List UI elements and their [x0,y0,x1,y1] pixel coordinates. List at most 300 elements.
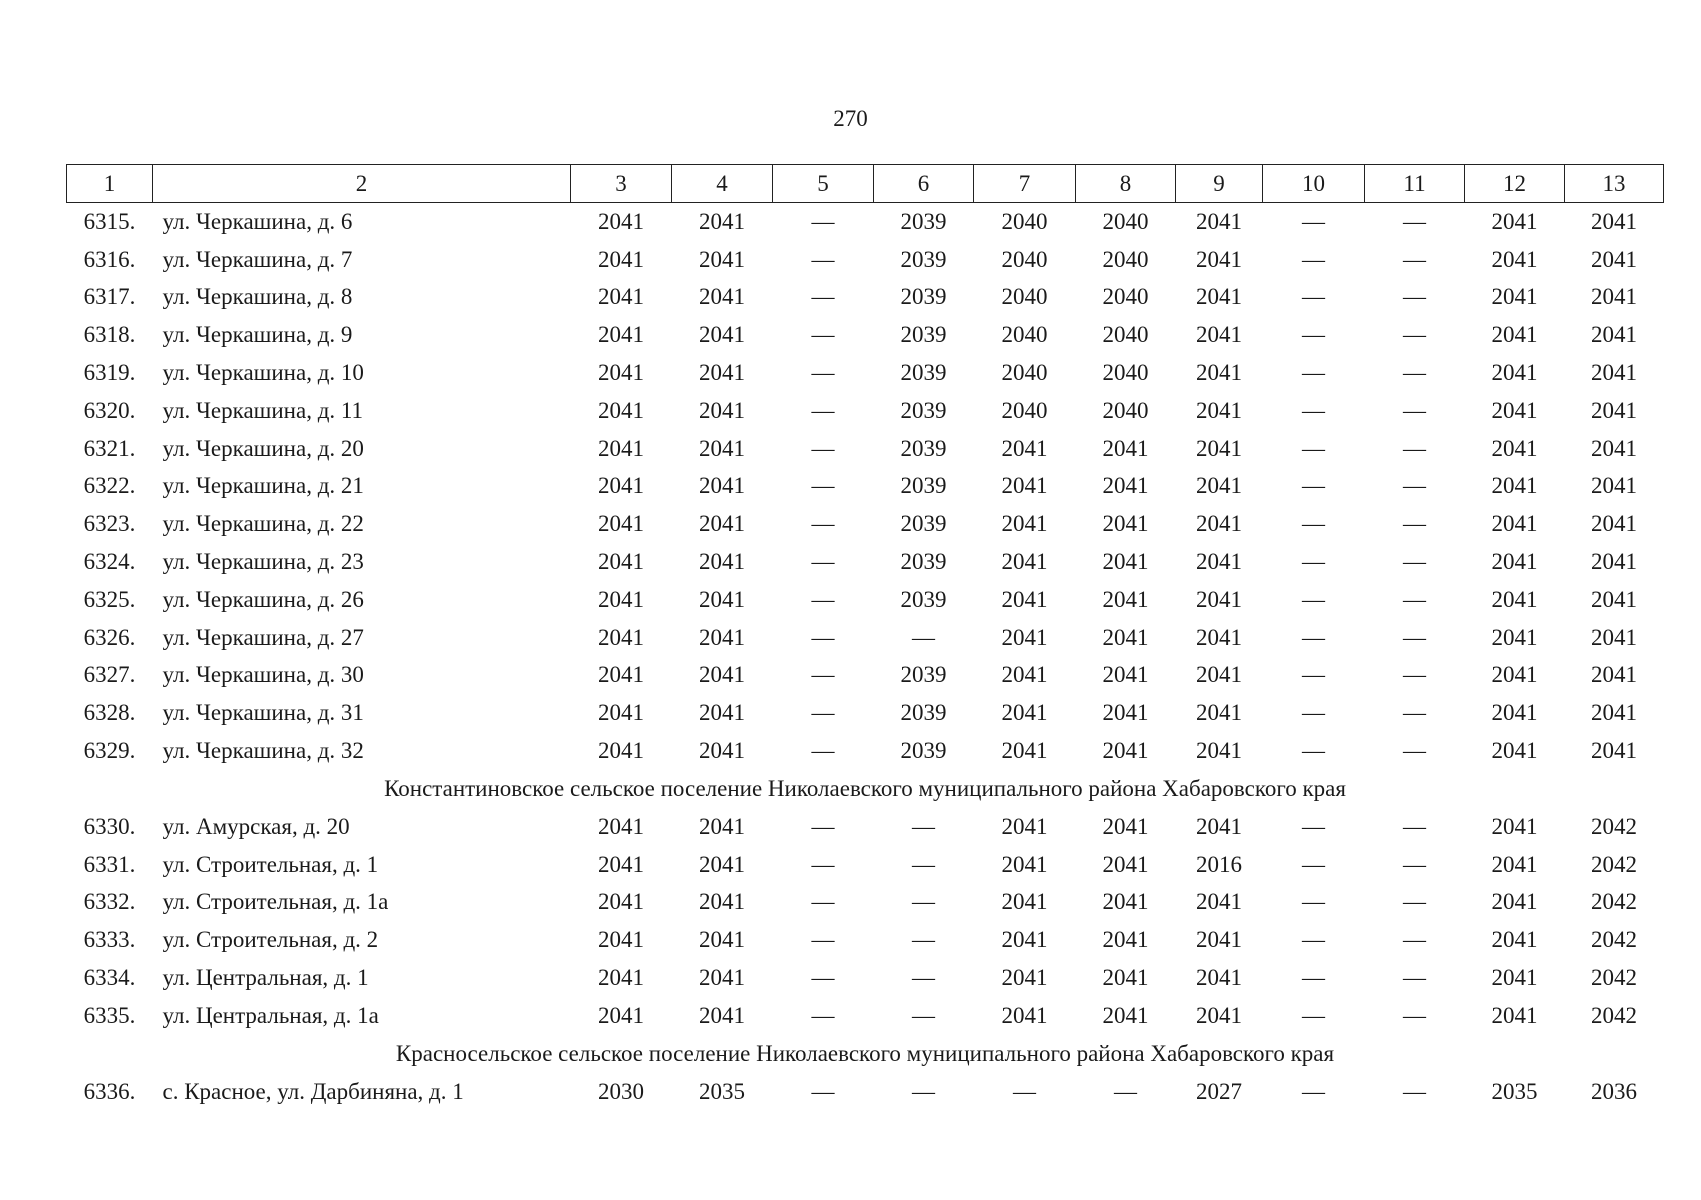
year-cell: — [811,889,835,915]
year-cell: 2042 [1591,889,1637,915]
year-cell: 2041 [699,322,745,348]
address-cell: ул. Черкашина, д. 31 [162,700,364,726]
year-cell: 2041 [1001,965,1048,991]
row-number-cell: 6322. [83,473,136,499]
year-cell: 2041 [699,435,745,461]
year-cell: 2040 [1001,397,1048,423]
year-cell: — [1302,738,1325,764]
year-cell: 2041 [699,284,745,310]
column-header: 11 [1365,165,1465,203]
year-cell: — [811,965,835,991]
year-cell: 2039 [900,322,947,348]
year-cell: 2041 [598,700,644,726]
year-cell: 2041 [699,624,745,650]
year-cell: 2041 [1196,549,1242,575]
year-cell: — [1013,1078,1036,1104]
address-cell: ул. Черкашина, д. 22 [162,511,364,537]
year-cell: 2041 [699,586,745,612]
year-cell: 2041 [699,700,745,726]
year-cell: 2041 [1591,738,1637,764]
table-row [67,1073,1664,1111]
row-number-cell: 6328. [83,700,136,726]
row-number-cell: 6334. [83,965,136,991]
year-cell: — [1302,246,1325,272]
year-cell: 2041 [699,246,745,272]
year-cell: 2041 [1591,473,1637,499]
year-cell: — [912,927,935,953]
year-cell: — [1302,473,1325,499]
year-cell: — [1302,813,1325,839]
column-header: 4 [672,165,773,203]
year-cell: 2041 [1001,700,1048,726]
year-cell: 2041 [699,1002,745,1028]
year-cell: 2041 [1102,586,1149,612]
year-cell: 2041 [1001,927,1048,953]
column-header: 12 [1465,165,1565,203]
table-row [67,241,1664,279]
year-cell: 2041 [598,889,644,915]
year-cell: 2041 [699,662,745,688]
year-cell: — [811,700,835,726]
column-header: 1 [67,165,153,203]
year-cell: 2041 [1196,738,1242,764]
table-row [67,808,1664,846]
row-number-cell: 6319. [83,360,136,386]
year-cell: 2041 [598,322,644,348]
year-cell: — [912,1078,935,1104]
year-cell: 2041 [1196,662,1242,688]
year-cell: 2041 [1001,662,1048,688]
address-cell: ул. Строительная, д. 1а [162,889,389,915]
year-cell: 2041 [1196,889,1242,915]
section-heading [67,1035,1664,1073]
year-cell: 2041 [1491,1002,1538,1028]
table-row [67,468,1664,506]
address-cell: ул. Черкашина, д. 27 [162,624,364,650]
address-cell: ул. Черкашина, д. 9 [162,322,353,348]
year-cell: 2040 [1102,284,1149,310]
table-row [67,581,1664,619]
year-cell: 2041 [1591,208,1637,234]
year-cell: 2041 [1102,549,1149,575]
year-cell: 2041 [1491,965,1538,991]
column-header: 6 [874,165,974,203]
year-cell: 2041 [1102,927,1149,953]
year-cell: 2041 [1591,511,1637,537]
year-cell: 2042 [1591,965,1637,991]
section-heading-text: Красносельское сельское поселение Николаевского муниципального района Хабаровского края [395,1040,1335,1066]
year-cell: 2041 [1591,586,1637,612]
year-cell: 2041 [598,965,644,991]
year-cell: — [1302,511,1325,537]
year-cell: 2040 [1102,360,1149,386]
year-cell: 2039 [900,662,947,688]
year-cell: 2041 [1591,246,1637,272]
year-cell: 2042 [1591,813,1637,839]
column-header: 9 [1176,165,1263,203]
year-cell: 2039 [900,208,947,234]
year-cell: 2041 [699,965,745,991]
row-number-cell: 6326. [83,624,136,650]
year-cell: — [1302,965,1325,991]
year-cell: 2041 [1102,1002,1149,1028]
row-number-cell: 6321. [83,435,136,461]
year-cell: 2041 [1196,360,1242,386]
row-number-cell: 6329. [83,738,136,764]
year-cell: 2041 [1196,700,1242,726]
year-cell: — [811,662,835,688]
year-cell: 2041 [1196,246,1242,272]
year-cell: — [811,360,835,386]
year-cell: 2041 [699,397,745,423]
address-cell: ул. Амурская, д. 20 [162,813,350,839]
year-cell: 2041 [1196,435,1242,461]
year-cell: 2041 [598,1002,644,1028]
table-row [67,959,1664,997]
year-cell: — [811,246,835,272]
year-cell: — [1403,473,1426,499]
year-cell: 2041 [1196,397,1242,423]
year-cell: 2040 [1001,322,1048,348]
address-cell: ул. Черкашина, д. 21 [162,473,364,499]
year-cell: 2039 [900,435,947,461]
year-cell: 2041 [699,927,745,953]
year-cell: 2041 [1491,397,1538,423]
year-cell: — [912,813,935,839]
address-cell: ул. Черкашина, д. 11 [162,397,364,423]
year-cell: 2041 [1102,473,1149,499]
year-cell: 2041 [1196,208,1242,234]
year-cell: 2041 [1491,889,1538,915]
year-cell: 2041 [1491,662,1538,688]
year-cell: 2041 [1591,700,1637,726]
year-cell: 2041 [598,397,644,423]
year-cell: 2041 [1591,322,1637,348]
year-cell: 2039 [900,360,947,386]
year-cell: — [811,284,835,310]
year-cell: 2030 [598,1078,644,1104]
year-cell: — [1302,549,1325,575]
year-cell: 2041 [1491,435,1538,461]
year-cell: — [1403,511,1426,537]
table-row [67,543,1664,581]
table-body [67,203,1664,1111]
year-cell: 2041 [1102,662,1149,688]
year-cell: 2040 [1001,246,1048,272]
row-number-cell: 6324. [83,549,136,575]
year-cell: — [1302,586,1325,612]
year-cell: 2039 [900,473,947,499]
table-row [67,316,1664,354]
year-cell: 2041 [1196,927,1242,953]
year-cell: 2041 [1001,549,1048,575]
year-cell: 2039 [900,738,947,764]
year-cell: — [811,738,835,764]
year-cell: — [1302,360,1325,386]
year-cell: 2041 [1001,435,1048,461]
year-cell: 2041 [1196,586,1242,612]
year-cell: 2040 [1102,208,1149,234]
year-cell: 2041 [1102,851,1149,877]
year-cell: 2041 [699,208,745,234]
address-cell: ул. Черкашина, д. 10 [162,360,364,386]
year-cell: 2041 [1491,360,1538,386]
address-cell: с. Красное, ул. Дарбиняна, д. 1 [162,1078,464,1104]
row-number-cell: 6333. [83,927,136,953]
year-cell: 2041 [1001,586,1048,612]
year-cell: — [1302,851,1325,877]
year-cell: — [912,624,935,650]
row-number-cell: 6320. [83,397,136,423]
year-cell: — [811,322,835,348]
row-number-cell: 6318. [83,322,136,348]
year-cell: 2041 [1196,1002,1242,1028]
year-cell: 2041 [1591,397,1637,423]
year-cell: — [1403,246,1426,272]
year-cell: 2041 [1001,1002,1048,1028]
year-cell: 2041 [1491,284,1538,310]
year-cell: — [1403,965,1426,991]
year-cell: 2041 [1196,624,1242,650]
row-number-cell: 6317. [83,284,136,310]
section-heading-row [67,1035,1664,1073]
year-cell: 2041 [598,549,644,575]
table-row [67,732,1664,770]
year-cell: — [1302,1002,1325,1028]
year-cell: 2041 [1196,813,1242,839]
year-cell: 2041 [1001,473,1048,499]
row-number-cell: 6315. [83,208,136,234]
year-cell: 2040 [1001,360,1048,386]
year-cell: 2027 [1196,1078,1242,1104]
row-number-cell: 6336. [83,1078,136,1104]
year-cell: 2042 [1591,851,1637,877]
year-cell: 2041 [699,549,745,575]
year-cell: — [912,965,935,991]
year-cell: 2041 [598,246,644,272]
year-cell: — [1302,927,1325,953]
year-cell: — [1403,1002,1426,1028]
column-header: 5 [773,165,874,203]
address-cell: ул. Строительная, д. 1 [162,851,379,877]
year-cell: — [811,397,835,423]
year-cell: 2041 [699,738,745,764]
year-cell: — [1302,208,1325,234]
year-cell: 2041 [1591,360,1637,386]
year-cell: 2041 [598,662,644,688]
header-row [67,165,1664,203]
year-cell: 2039 [900,284,947,310]
year-cell: 2041 [598,927,644,953]
table-row [67,694,1664,732]
year-cell: 2041 [1491,473,1538,499]
year-cell: — [811,511,835,537]
year-cell: 2041 [1102,965,1149,991]
year-cell: 2039 [900,511,947,537]
row-number-cell: 6332. [83,889,136,915]
register-table [66,164,1664,1111]
address-cell: ул. Черкашина, д. 20 [162,435,364,461]
year-cell: 2041 [598,738,644,764]
year-cell: 2039 [900,549,947,575]
year-cell: — [1302,624,1325,650]
year-cell: 2041 [1001,813,1048,839]
column-header: 10 [1263,165,1365,203]
table-row [67,392,1664,430]
year-cell: 2040 [1001,284,1048,310]
row-number-cell: 6330. [83,813,136,839]
year-cell: 2042 [1591,927,1637,953]
year-cell: 2041 [1102,511,1149,537]
year-cell: — [811,1078,835,1104]
year-cell: — [1302,435,1325,461]
year-cell: — [811,435,835,461]
year-cell: — [811,473,835,499]
year-cell: — [1403,208,1426,234]
year-cell: — [1302,322,1325,348]
year-cell: — [912,1002,935,1028]
year-cell: 2041 [598,624,644,650]
year-cell: 2041 [1491,511,1538,537]
year-cell: 2041 [1102,738,1149,764]
year-cell: 2041 [598,360,644,386]
year-cell: 2041 [598,473,644,499]
year-cell: 2041 [1196,473,1242,499]
year-cell: 2041 [1591,662,1637,688]
year-cell: 2041 [1491,813,1538,839]
year-cell: 2041 [598,586,644,612]
year-cell: 2041 [1491,586,1538,612]
address-cell: ул. Черкашина, д. 30 [162,662,364,688]
year-cell: 2041 [699,889,745,915]
year-cell: 2041 [699,813,745,839]
year-cell: 2041 [1491,700,1538,726]
year-cell: 2041 [1102,435,1149,461]
year-cell: 2041 [1491,624,1538,650]
table-row [67,921,1664,959]
year-cell: 2041 [699,511,745,537]
address-cell: ул. Черкашина, д. 32 [162,738,364,764]
table-row [67,203,1664,241]
year-cell: 2039 [900,397,947,423]
year-cell: 2041 [1102,889,1149,915]
table-row [67,619,1664,657]
page-number: 270 [833,106,868,131]
year-cell: — [1403,397,1426,423]
table-row [67,884,1664,922]
table-row [67,279,1664,317]
year-cell: — [1403,927,1426,953]
year-cell: 2041 [699,360,745,386]
row-number-cell: 6316. [83,246,136,272]
year-cell: — [1403,738,1426,764]
year-cell: 2041 [1491,927,1538,953]
year-cell: — [1403,360,1426,386]
year-cell: — [1403,813,1426,839]
address-cell: ул. Черкашина, д. 26 [162,586,364,612]
year-cell: 2041 [1196,511,1242,537]
year-cell: — [1403,1078,1426,1104]
year-cell: — [1302,397,1325,423]
year-cell: 2041 [598,851,644,877]
year-cell: 2039 [900,700,947,726]
year-cell: 2016 [1196,851,1242,877]
table-row [67,354,1664,392]
year-cell: — [811,549,835,575]
year-cell: 2041 [1001,851,1048,877]
address-cell: ул. Центральная, д. 1 [162,965,369,991]
year-cell: 2041 [1001,889,1048,915]
column-header: 7 [974,165,1076,203]
year-cell: — [1302,662,1325,688]
year-cell: — [1403,435,1426,461]
year-cell: — [1403,549,1426,575]
year-cell: — [1403,889,1426,915]
year-cell: 2041 [1491,246,1538,272]
year-cell: 2041 [1491,208,1538,234]
address-cell: ул. Строительная, д. 2 [162,927,379,953]
year-cell: 2041 [598,813,644,839]
year-cell: — [1302,700,1325,726]
year-cell: 2041 [598,208,644,234]
table-row [67,657,1664,695]
section-heading [67,770,1664,808]
year-cell: 2041 [1491,851,1538,877]
column-header: 13 [1565,165,1664,203]
year-cell: 2035 [699,1078,745,1104]
year-cell: — [912,889,935,915]
column-header: 2 [153,165,571,203]
row-number-cell: 6327. [83,662,136,688]
year-cell: 2041 [1491,322,1538,348]
year-cell: — [1403,700,1426,726]
row-number-cell: 6323. [83,511,136,537]
year-cell: 2041 [1591,284,1637,310]
address-cell: ул. Центральная, д. 1а [162,1002,379,1028]
year-cell: 2042 [1591,1002,1637,1028]
year-cell: 2041 [699,473,745,499]
year-cell: 2039 [900,586,947,612]
table-row [67,430,1664,468]
year-cell: 2040 [1102,322,1149,348]
row-number-cell: 6335. [83,1002,136,1028]
year-cell: — [1403,322,1426,348]
year-cell: 2041 [1591,435,1637,461]
year-cell: 2035 [1491,1078,1538,1104]
year-cell: 2041 [598,435,644,461]
address-cell: ул. Черкашина, д. 23 [162,549,364,575]
year-cell: — [811,1002,835,1028]
year-cell: 2041 [1001,738,1048,764]
year-cell: 2041 [1196,322,1242,348]
year-cell: — [912,851,935,877]
year-cell: — [811,208,835,234]
year-cell: — [1302,1078,1325,1104]
year-cell: 2040 [1001,208,1048,234]
row-number-cell: 6331. [83,851,136,877]
year-cell: 2041 [1001,624,1048,650]
address-cell: ул. Черкашина, д. 6 [162,208,353,234]
year-cell: 2040 [1102,246,1149,272]
year-cell: — [1403,624,1426,650]
year-cell: 2039 [900,246,947,272]
year-cell: 2041 [598,284,644,310]
year-cell: — [1403,662,1426,688]
year-cell: 2041 [1591,624,1637,650]
year-cell: — [811,586,835,612]
row-number-cell: 6325. [83,586,136,612]
year-cell: — [1403,586,1426,612]
